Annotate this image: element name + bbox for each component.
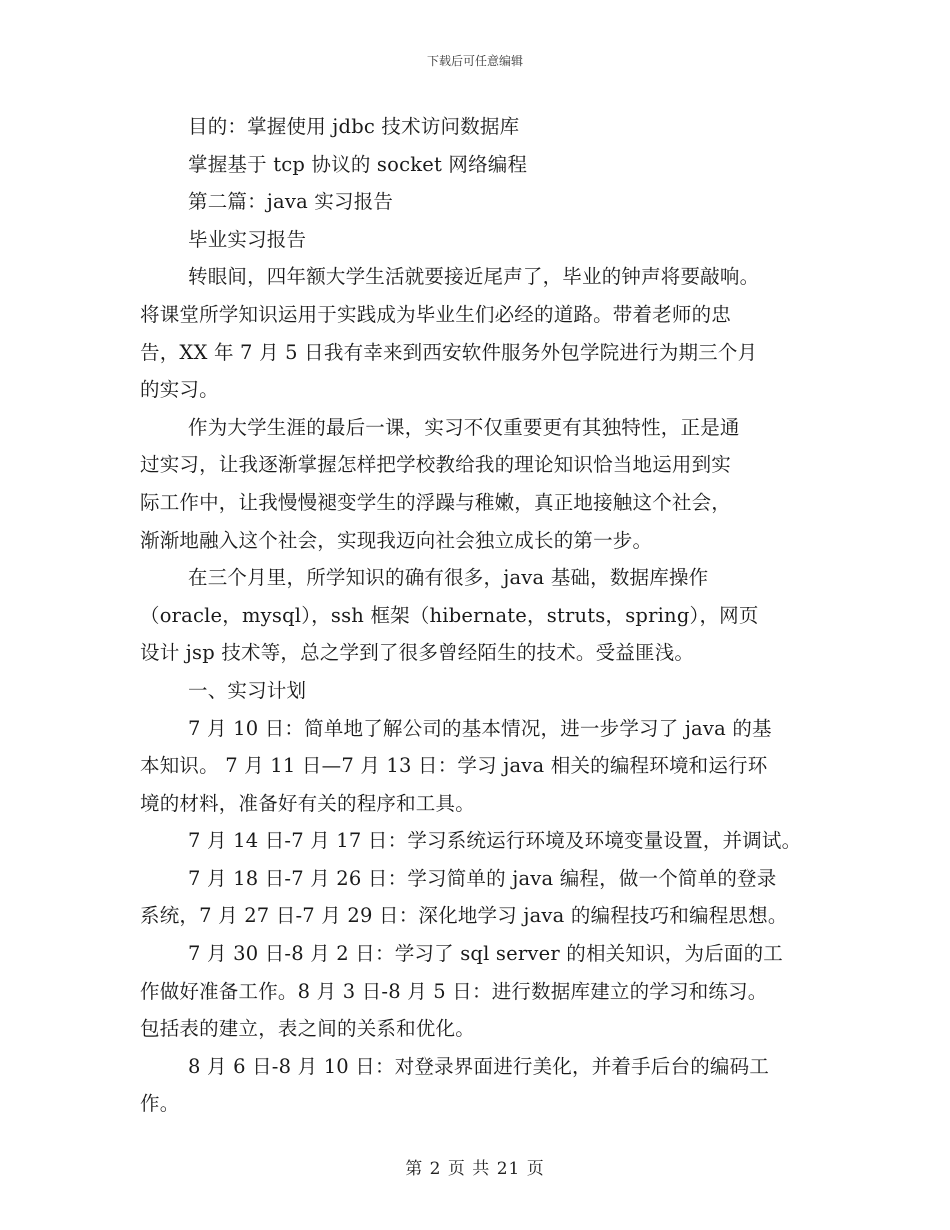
text-line: 7 月 18 日-7 月 26 日：学习简单的 java 编程，做一个简单的登录 bbox=[188, 866, 777, 890]
text-line: 第二篇：java 实习报告 bbox=[188, 190, 394, 214]
text-line: 一、实习计划 bbox=[188, 678, 307, 702]
text-line: 渐渐地融入这个社会，实现我迈向社会独立成长的第一步。 bbox=[140, 528, 653, 552]
text-line: 8 月 6 日-8 月 10 日：对登录界面进行美化，并着手后台的编码工 bbox=[188, 1054, 770, 1078]
text-line: 7 月 10 日：简单地了解公司的基本情况，进一步学习了 java 的基 bbox=[188, 716, 772, 740]
text-line: 作做好准备工作。8 月 3 日-8 月 5 日：进行数据库建立的学习和练习。 bbox=[140, 979, 768, 1003]
text-line: 7 月 30 日-8 月 2 日：学习了 sql server 的相关知识，为后面的工 bbox=[188, 942, 783, 966]
text-line: 过实习，让我逐渐掌握怎样把学校教给我的理论知识恰当地运用到实 bbox=[140, 453, 732, 477]
text-line: 际工作中，让我慢慢褪变学生的浮躁与稚嫩，真正地接触这个社会， bbox=[140, 490, 732, 514]
page-number-footer: 第 2 页 共 21 页 bbox=[405, 1159, 545, 1179]
page-header-note: 下载后可任意编辑 bbox=[426, 54, 523, 68]
text-line: 系统，7 月 27 日-7 月 29 日：深化地学习 java 的编程技巧和编程思想。 bbox=[140, 904, 788, 928]
text-line: 告，XX 年 7 月 5 日我有幸来到西安软件服务外包学院进行为期三个月 bbox=[140, 340, 758, 364]
document-body bbox=[140, 108, 830, 1123]
text-line: 的实习。 bbox=[140, 378, 219, 402]
text-line: 掌握基于 tcp 协议的 socket 网络编程 bbox=[188, 152, 528, 176]
text-line: 目的：掌握使用 jdbc 技术访问数据库 bbox=[188, 115, 520, 138]
text-line: 包括表的建立，表之间的关系和优化。 bbox=[140, 1017, 475, 1041]
text-line: 境的材料，准备好有关的程序和工具。 bbox=[140, 791, 475, 815]
text-line: 转眼间，四年额大学生活就要接近尾声了，毕业的钟声将要敲响。 bbox=[188, 265, 760, 289]
text-line: （oracle，mysql），ssh 框架（hibernate，struts，spring），网页 bbox=[140, 603, 759, 627]
text-line: 作。 bbox=[140, 1092, 180, 1116]
text-line: 设计 jsp 技术等，总之学到了很多曾经陌生的技术。受益匪浅。 bbox=[140, 641, 695, 665]
text-line: 7 月 14 日-7 月 17 日：学习系统运行环境及环境变量设置，并调试。 bbox=[188, 829, 802, 853]
text-line: 作为大学生涯的最后一课，实习不仅重要更有其独特性，正是通 bbox=[188, 415, 740, 439]
text-line: 本知识。 7 月 11 日—7 月 13 日：学习 java 相关的编程环境和运行环 bbox=[140, 754, 768, 778]
text-line: 在三个月里，所学知识的确有很多，java 基础，数据库操作 bbox=[188, 566, 709, 590]
text-line: 毕业实习报告 bbox=[188, 227, 307, 251]
text-line: 将课堂所学知识运用于实践成为毕业生们必经的道路。带着老师的忠 bbox=[140, 302, 732, 326]
